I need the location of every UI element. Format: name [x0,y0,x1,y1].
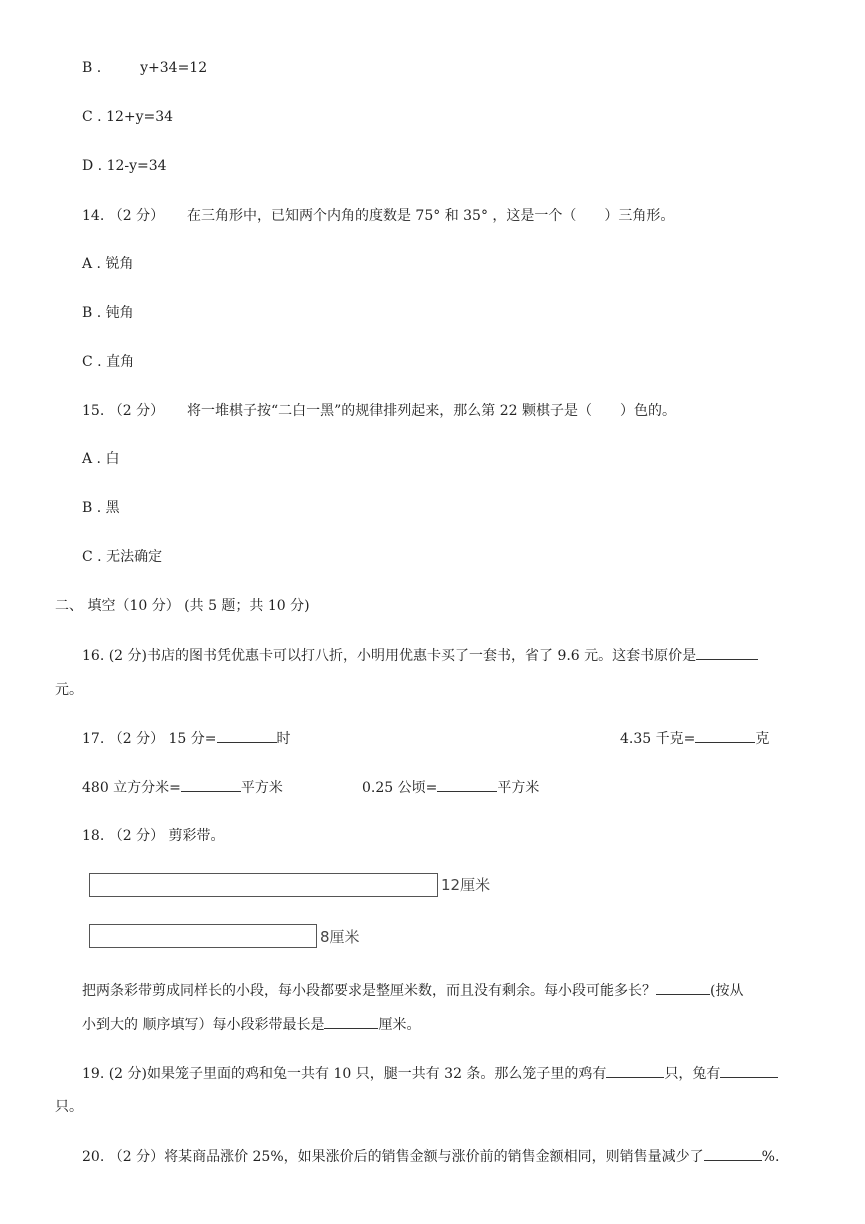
option-text: 钝角 [105,305,134,321]
question-17-b [620,728,769,749]
ribbon-strip-short [89,924,317,948]
answer-blank[interactable] [437,777,497,792]
option-key: A . [82,256,102,272]
question-text: %. [761,1149,780,1165]
question-text: 只，兔有 [664,1066,721,1082]
answer-blank[interactable] [181,777,241,792]
question-17-a [82,728,291,749]
unit-label: 平方米 [240,780,283,796]
question-text: 0.25 公顷= [362,780,438,796]
unit-label: 克 [755,731,770,747]
question-text: 17. （2 分） 15 分= [82,731,217,747]
question-text: 小到大的 顺序填写）每小段彩带最长是 [82,1017,325,1033]
question-18-line1 [82,980,743,1001]
question-18: 18. （2 分） 剪彩带。 [82,828,225,844]
q13-option-c [82,107,173,127]
option-text: 锐角 [105,256,134,272]
ribbon-strip-long [89,873,438,897]
answer-blank[interactable] [324,1014,378,1029]
unit-label: 时 [276,731,291,747]
q15-option-b [82,498,120,518]
option-key: B . [82,60,102,76]
answer-blank[interactable] [720,1063,778,1078]
q14-option-c [82,352,134,372]
question-text: 在三角形中，已知两个内角的度数是 75° 和 35° ，这是一个（ ）三角形。 [186,208,675,224]
question-16-cont: 元。 [55,682,83,698]
question-16 [82,645,758,666]
q13-option-b [82,58,207,78]
option-text: 白 [105,451,120,467]
question-text: 将一堆棋子按“二白一黑”的规律排列起来，那么第 22 颗棋子是（ ）色的。 [186,403,677,419]
option-key: C . [82,549,102,565]
question-text: 4.35 千克= [620,731,696,747]
question-text: 把两条彩带剪成同样长的小段，每小段都要求是整厘米数，而且没有剩余。每小段可能多长？ [82,983,656,999]
question-text: 20. （2 分）将某商品涨价 25%，如果涨价后的销售金额与涨价前的销售金额相同，则销售量减少了 [82,1149,704,1165]
q14-option-b [82,303,134,323]
unit-label: 平方米 [497,780,540,796]
question-score: （2 分） [108,403,165,419]
answer-blank[interactable] [696,645,758,660]
question-18-line2 [82,1014,420,1035]
q14-option-a [82,254,133,274]
question-17-d [362,777,539,798]
answer-blank[interactable] [217,728,277,743]
question-text: 480 立方分米= [82,780,181,796]
ribbon-label-short: 8厘米 [320,928,360,946]
answer-blank[interactable] [704,1146,762,1161]
option-text: y+34=12 [140,60,208,76]
option-text: 直角 [106,354,135,370]
ribbon-label-long: 12厘米 [441,876,491,894]
q15-option-a [82,449,119,469]
answer-blank[interactable] [656,980,710,995]
q13-option-d [82,156,167,176]
question-text: 19. (2 分)如果笼子里面的鸡和兔一共有 10 只，腿一共有 32 条。那么笼子里的鸡有 [82,1066,607,1082]
question-20 [82,1146,779,1167]
question-score: （2 分） [108,208,165,224]
option-text: 无法确定 [106,549,163,565]
option-key: A . [82,451,102,467]
q15-option-c [82,547,162,567]
question-17-c [82,777,283,798]
answer-blank[interactable] [606,1063,664,1078]
question-19-cont: 只。 [55,1099,83,1115]
option-key: B . [82,305,102,321]
option-key: D . [82,158,103,174]
option-key: C . [82,354,102,370]
question-15 [82,401,676,421]
option-text: 黑 [105,500,120,516]
question-number: 15. [82,403,105,419]
option-text: 12-y=34 [106,158,167,174]
section-heading: 二、 填空（10 分） (共 5 题；共 10 分) [55,598,310,614]
option-text: 12+y=34 [106,109,174,125]
option-key: B . [82,500,102,516]
question-text: 厘米。 [378,1017,421,1033]
question-number: 14. [82,208,105,224]
question-19 [82,1063,778,1084]
answer-blank[interactable] [695,728,755,743]
option-key: C . [82,109,102,125]
question-text: 16. (2 分)书店的图书凭优惠卡可以打八折，小明用优惠卡买了一套书，省了 9.6 元。这套书原价是 [82,648,697,664]
question-14 [82,206,674,226]
question-text: (按从 [710,983,744,999]
